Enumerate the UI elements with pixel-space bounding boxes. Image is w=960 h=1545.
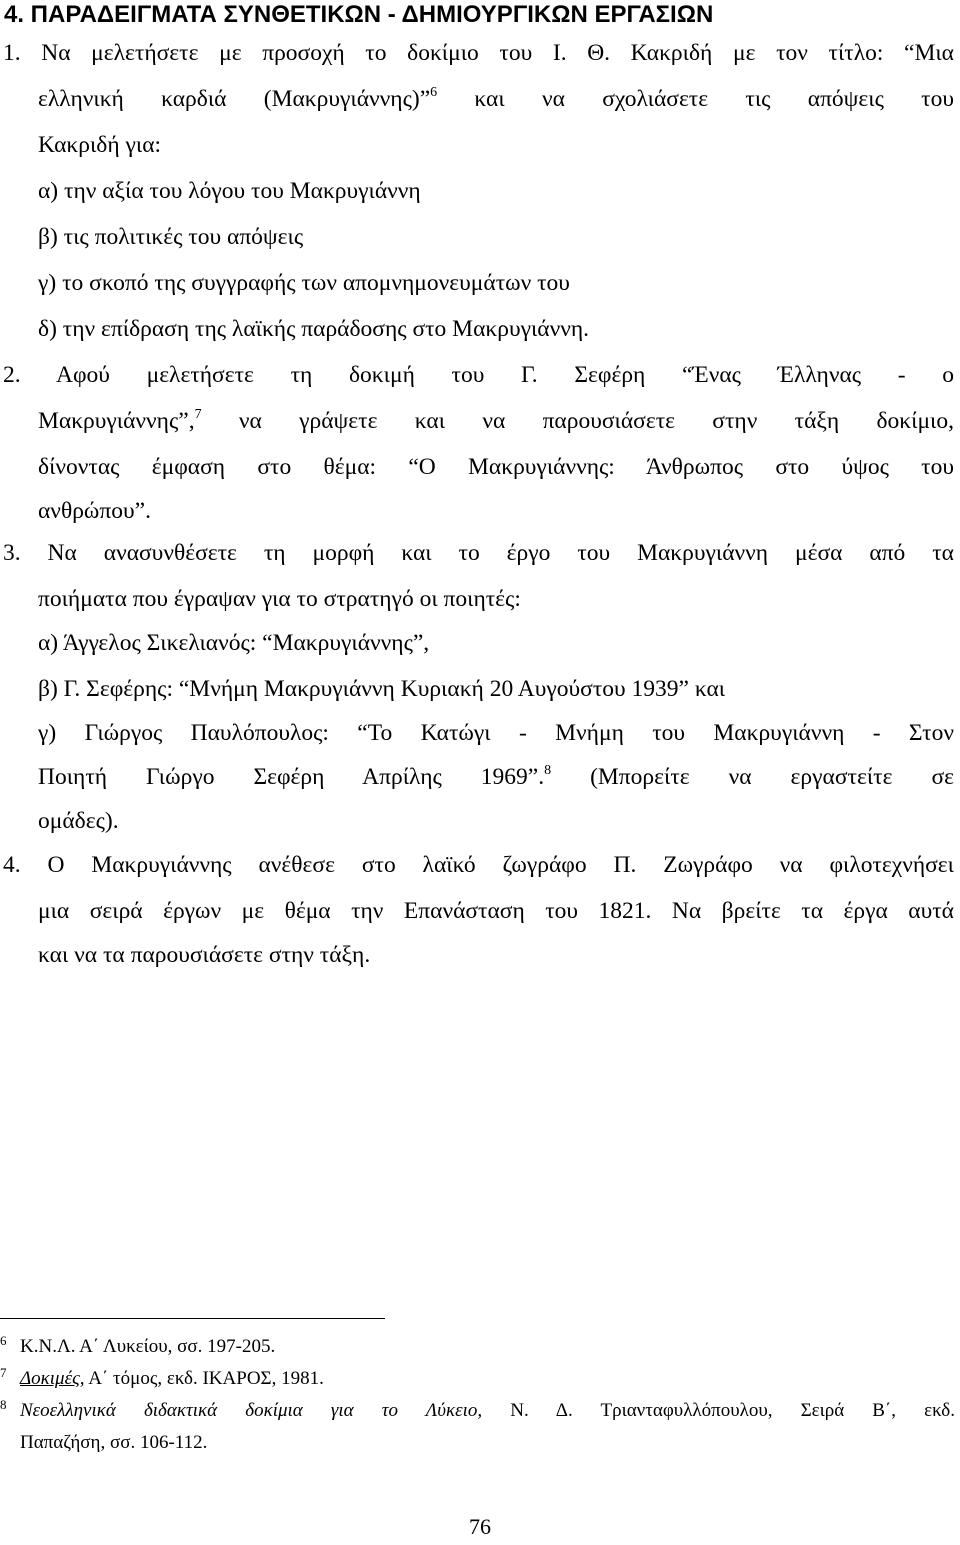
footnote-number: 7 [0,1365,7,1380]
item-1-line-2-a: ελληνική καρδιά (Μακρυγιάννης)” [38,86,431,112]
footnote-8 [0,1397,955,1423]
footnote-title: Δοκιμές, [20,1368,85,1389]
footnote-6 [0,1333,955,1359]
footnote-text: Α΄ τόμος, εκδ. ΙΚΑΡΟΣ, 1981. [84,1368,324,1389]
item-1-line-2 [38,84,954,118]
footnote-7 [0,1365,955,1391]
item-3-point-d-b: (Μπορείτε να εργαστείτε σε [551,764,954,790]
item-3-point-d-a: Ποιητή Γιώργο Σεφέρη Απρίλης 1969”. [38,764,545,790]
item-4-line-3: και να τα παρουσιάσετε στην τάξη. [38,942,371,968]
item-4-line-2: μια σειρά έργων με θέμα την Επανάσταση του 1821. Να βρείτε τα έργα αυτά [38,898,954,924]
footnote-number: 8 [0,1397,7,1412]
item-1-line-3: Κακριδή για: [38,132,162,158]
section-heading: 4. ΠΑΡΑΔΕΙΓΜΑΤΑ ΣΥΝΘΕΤΙΚΩΝ - ΔΗΜΙΟΥΡΓΙΚΩΝ ΕΡΓΑΣΙΩΝ [4,1,714,28]
item-2-line-2-b: να γράψετε και να παρουσιάσετε στην τάξη δοκίμιο, [201,408,954,434]
item-2-line-3: δίνοντας έμφαση στο θέμα: “Ο Μακρυγιάννης: Άνθρωπος στο ύψος του [38,454,954,480]
item-3-point-d [38,762,954,796]
item-1-point-a: α) την αξία του λόγου του Μακρυγιάννη [38,178,421,204]
footnote-ref-7: 7 [194,407,202,422]
footnote-text: Κ.Ν.Λ. Α΄ Λυκείου, σσ. 197-205. [20,1336,276,1357]
item-1-point-d: δ) την επίδραση της λαϊκής παράδοσης στο Μακρυγιάννη. [38,316,590,342]
item-3-line-1: 3. Να ανασυνθέσετε τη μορφή και το έργο του Μακρυγιάννη μέσα από τα [3,540,954,566]
item-1-point-c: γ) το σκοπό της συγγραφής των απομνημονευμάτων του [38,270,570,296]
item-3-point-a: α) Άγγελος Σικελιανός: “Μακρυγιάννης”, [38,630,430,656]
item-3-point-c: γ) Γιώργος Παυλόπουλος: “Το Κατώγι - Μνήμη του Μακρυγιάννη - Στον [38,720,954,746]
footnote-divider [0,1318,385,1319]
item-3-line-2: ποιήματα που έγραψαν για το στρατηγό οι ποιητές: [38,586,521,612]
item-1-point-b: β) τις πολιτικές του απόψεις [38,224,304,250]
footnote-text: Ν. Δ. Τριανταφυλλόπουλου, Σειρά Β΄, εκδ. [482,1400,955,1421]
item-1-line-1: 1. Να μελετήσετε με προσοχή το δοκίμιο του Ι. Θ. Κακριδή με τον τίτλο: “Μια [3,40,954,66]
item-2-line-4: ανθρώπου”. [38,498,151,524]
footnote-8-continued: Παπαζήση, σσ. 106-112. [20,1432,208,1453]
item-1-line-2-b: και να σχολιάσετε τις απόψεις του [437,86,955,112]
footnote-number: 6 [0,1333,7,1348]
item-2-line-1: 2. Αφού μελετήσετε τη δοκιμή του Γ. Σεφέρη “Ένας Έλληνας - ο [3,362,954,388]
item-3-point-b: β) Γ. Σεφέρης: “Μνήμη Μακρυγιάννη Κυριακή 20 Αυγούστου 1939” και [38,676,726,702]
item-4-line-1: 4. Ο Μακρυγιάννης ανέθεσε στο λαϊκό ζωγράφο Π. Ζωγράφο να φιλοτεχνήσει [3,852,954,878]
footnote-title: Νεοελληνικά διδακτικά δοκίμια για το Λύκειο, [20,1400,483,1421]
item-3-point-e: ομάδες). [38,808,119,834]
item-2-line-2-a: Μακρυγιάννης”, [38,408,195,434]
page-number: 76 [469,1514,491,1539]
footnote-ref-8: 8 [544,763,552,778]
footnote-ref-6: 6 [430,85,438,100]
item-2-line-2 [38,406,954,440]
